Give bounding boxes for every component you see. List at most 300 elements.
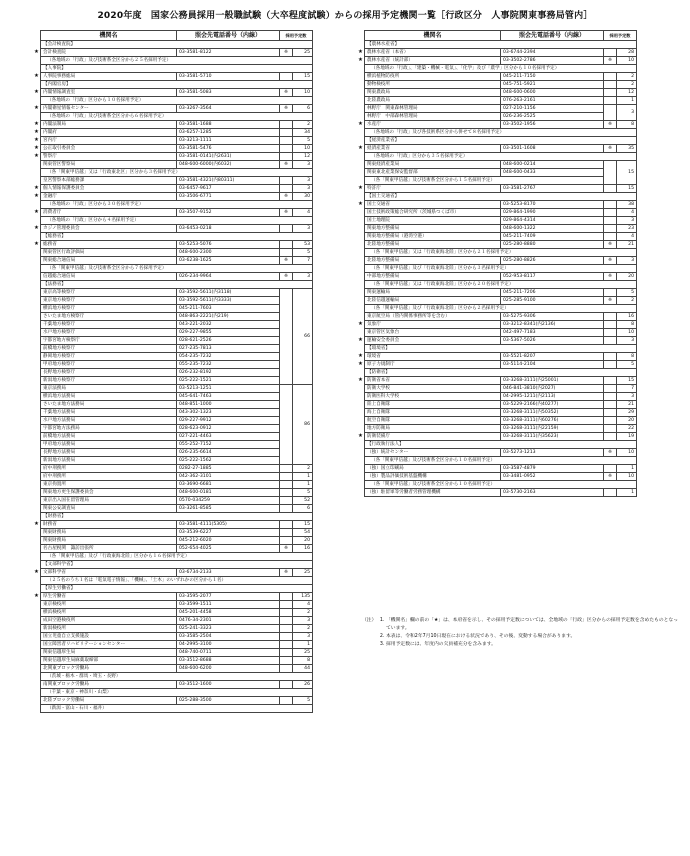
table-row — [41, 241, 313, 249]
planned-count: 52 — [293, 497, 313, 505]
agency-name: 北陸農政局 — [365, 97, 501, 105]
table-row — [365, 449, 637, 457]
phone-number: 03-3581-1688 — [177, 121, 280, 129]
phone-number: 03-6734-2133 — [177, 569, 280, 577]
note-text: （各「関東甲信越」及び技術系全区分から１５名採用予定） — [365, 177, 637, 185]
phone-number: 03-3268-3111(内22159) — [501, 425, 604, 433]
agency-name: 前橋地方法務局 — [41, 433, 177, 441]
planned-count: 30 — [293, 193, 313, 201]
agency-name: 横浜検疫所 — [41, 609, 177, 617]
planned-count: 4 — [293, 601, 313, 609]
agency-name: 関東信越厚生局麻薬取締部 — [41, 657, 177, 665]
table-row — [41, 161, 313, 169]
remark-mark — [280, 641, 293, 649]
section-header-row — [365, 137, 637, 145]
table-row — [41, 401, 313, 409]
phone-number: 028-621-2526 — [177, 337, 280, 345]
remark-mark — [280, 505, 293, 513]
table-row — [365, 201, 637, 209]
agency-name: さいたま地方検察庁 — [41, 313, 177, 321]
section-title: 【文部科学省】 — [41, 561, 313, 569]
note-text: （各「関東甲信越」及び技術系全区分から１０名採用予定） — [365, 481, 637, 489]
phone-number: 03-3585-2504 — [177, 633, 280, 641]
planned-count: 1 — [617, 97, 637, 105]
phone-number: 048-600-6200 — [177, 665, 280, 673]
phone-number: 03-3592-5611(内3333) — [177, 297, 280, 305]
planned-count: 44 — [293, 665, 313, 673]
agency-name: 皇宮警察本部総務課 — [41, 177, 177, 185]
agency-name: 関東地方更生保護委員会 — [41, 489, 177, 497]
planned-count: 5 — [293, 137, 313, 145]
agency-name: 動物検疫所 — [365, 81, 501, 89]
phone-number: 045-211-7206 — [501, 289, 604, 297]
remark-mark — [604, 289, 617, 297]
table-row — [41, 105, 313, 113]
phone-number: 03-3268-3111(内60276) — [501, 417, 604, 425]
table-row — [41, 633, 313, 641]
table-row — [41, 657, 313, 665]
remark-mark — [280, 137, 293, 145]
phone-number: 025-222-1521 — [177, 377, 280, 385]
remark-mark — [604, 225, 617, 233]
table-row — [41, 441, 313, 449]
agency-name: 国立障害者リハビリテーションセンター — [41, 641, 177, 649]
planned-count: 25 — [293, 569, 313, 577]
phone-number: 045-641-7463 — [177, 393, 280, 401]
note-row — [365, 129, 637, 137]
table-row — [41, 337, 313, 345]
remark-mark — [604, 417, 617, 425]
remark-mark — [280, 633, 293, 641]
planned-count: 4 — [293, 209, 313, 217]
agency-name: 防衛大学校 — [365, 385, 501, 393]
table-row — [41, 377, 313, 385]
table-row — [41, 193, 313, 201]
remark-mark — [604, 401, 617, 409]
phone-number: 03-5253-5076 — [177, 241, 280, 249]
header-plan: 採用予定数 — [604, 31, 637, 41]
section-title: 【法務省】 — [41, 281, 313, 289]
phone-number: 045-211-7150 — [501, 73, 604, 81]
star-head-office-icon: ★ — [34, 73, 39, 79]
table-row — [41, 393, 313, 401]
planned-count: 25 — [293, 49, 313, 57]
agency-name: 北関東ブロック労働局 — [41, 665, 177, 673]
agency-name: 水戸地方検察庁 — [41, 329, 177, 337]
planned-count: 10 — [293, 89, 313, 97]
phone-number: 03-5229-2166(内40277) — [501, 401, 604, 409]
star-head-office-icon: ★ — [358, 361, 363, 367]
phone-number: 03-3507-9152 — [177, 209, 280, 217]
planned-count: 6 — [293, 105, 313, 113]
planned-count: 5 — [293, 489, 313, 497]
planned-count: 3 — [293, 617, 313, 625]
planned-count: 54 — [293, 529, 313, 537]
phone-number: 045-211-7409 — [501, 233, 604, 241]
table-row — [41, 185, 313, 193]
star-head-office-icon: ★ — [358, 49, 363, 55]
table-row — [41, 449, 313, 457]
planned-count: 21 — [617, 401, 637, 409]
phone-number: 03-3599-1511 — [177, 601, 280, 609]
table-row — [365, 225, 637, 233]
agency-name: 新潟地方法務局 — [41, 457, 177, 465]
table-row — [365, 217, 637, 225]
note-row — [365, 457, 637, 465]
planned-count: 10 — [293, 145, 313, 153]
table-row — [365, 209, 637, 217]
remark-mark — [604, 89, 617, 97]
table-row — [365, 161, 637, 169]
planned-count: 3 — [617, 337, 637, 345]
header-plan: 採用予定数 — [280, 31, 313, 41]
section-title: 【会計検査院】 — [41, 41, 313, 49]
table-row — [41, 641, 313, 649]
note-row — [41, 57, 313, 65]
agency-name: ★ 農林水産省（本省） — [365, 49, 501, 57]
agency-name: 千葉地方検察庁 — [41, 321, 177, 329]
remark-mark: ※ — [280, 257, 293, 265]
table-row — [41, 489, 313, 497]
remark-mark — [280, 529, 293, 537]
remark-mark — [280, 617, 293, 625]
note-row — [365, 177, 637, 185]
section-header-row — [365, 345, 637, 353]
note-text: （千葉・東京・神奈川・山梨） — [41, 689, 313, 697]
phone-number: 048-740-0711 — [177, 649, 280, 657]
remark-mark — [604, 201, 617, 209]
table-row — [41, 665, 313, 673]
header-agency: 機関名 — [365, 31, 501, 41]
table-row — [41, 417, 313, 425]
remark-mark: ※ — [604, 241, 617, 249]
remark-mark — [280, 481, 293, 489]
table-row — [365, 473, 637, 481]
agency-name: ★ カジノ管理委員会 — [41, 225, 177, 233]
table-row — [41, 497, 313, 505]
table-row — [365, 409, 637, 417]
remark-mark — [280, 593, 293, 601]
planned-count: 20 — [293, 537, 313, 545]
star-head-office-icon: ★ — [34, 521, 39, 527]
note-row — [41, 265, 313, 273]
remark-mark — [604, 409, 617, 417]
remark-mark — [604, 217, 617, 225]
notes-label: （注） — [362, 618, 377, 623]
phone-number: 026-236-2525 — [501, 113, 604, 121]
phone-number: 03-5213-1251 — [177, 385, 280, 393]
phone-number: 03-3581-0141(内2631) — [177, 153, 280, 161]
agency-name: 東京出入国在留管理局 — [41, 497, 177, 505]
phone-number: 03-3213-1111 — [177, 137, 280, 145]
planned-count: 20 — [617, 273, 637, 281]
phone-number: 03-3512-8688 — [177, 657, 280, 665]
table-row — [365, 185, 637, 193]
phone-number: 03-3592-5611(内3118) — [177, 289, 280, 297]
star-head-office-icon: ★ — [358, 57, 363, 63]
table-row — [365, 121, 637, 129]
agency-name: 中部地方整備局 — [365, 273, 501, 281]
agency-name: ★ 内閣衛星情報センター — [41, 105, 177, 113]
phone-number: 042-497-7183 — [501, 329, 604, 337]
planned-count: 3 — [293, 225, 313, 233]
remark-mark — [604, 233, 617, 241]
phone-number: 03-6453-0218 — [177, 225, 280, 233]
phone-number: 029-227-9912 — [177, 417, 280, 425]
agency-name: 林野庁 関東森林管理局 — [365, 105, 501, 113]
agency-name: ★ 原子力規制庁 — [365, 361, 501, 369]
phone-number: 046-841-3810(内2027) — [501, 385, 604, 393]
star-head-office-icon: ★ — [34, 569, 39, 575]
table-row — [365, 417, 637, 425]
phone-number: 03-3581-8122 — [177, 49, 280, 57]
phone-number: 03-6457-9617 — [177, 185, 280, 193]
phone-number: 03-5730-2163 — [501, 489, 604, 497]
remark-mark: ※ — [280, 161, 293, 169]
phone-number: 03-3581-4111(5305) — [177, 521, 280, 529]
planned-count: 5 — [617, 361, 637, 369]
star-head-office-icon: ★ — [34, 209, 39, 215]
agency-name: 国土地理院 — [365, 217, 501, 225]
table-row — [365, 361, 637, 369]
agency-name: ★ 公正取引委員会 — [41, 145, 177, 153]
note-text: （各「関東甲信越」及び技術系全区分から７名採用予定） — [41, 265, 313, 273]
phone-number: 025-222-1562 — [177, 457, 280, 465]
agency-name: 東京拘置所 — [41, 481, 177, 489]
remark-mark — [280, 177, 293, 185]
remark-mark: ※ — [280, 209, 293, 217]
phone-number: 03-5253-8170 — [501, 201, 604, 209]
planned-count: 6 — [293, 505, 313, 513]
agency-name: ★ 経済産業省 — [365, 145, 501, 153]
agency-name: 陸上自衛隊 — [365, 401, 501, 409]
phone-number: 03-6744-2394 — [501, 49, 604, 57]
right-agency-table — [358, 30, 637, 497]
star-head-office-icon: ★ — [34, 89, 39, 95]
table-row — [41, 505, 313, 513]
agency-name: ★ 特許庁 — [365, 185, 501, 193]
section-header-row — [41, 561, 313, 569]
phone-number: 03-5367-5026 — [501, 337, 604, 345]
agency-name: 関東管区行政評価局 — [41, 249, 177, 257]
remark-mark: ※ — [604, 121, 617, 129]
agency-name: 北陸信越運輸局 — [365, 297, 501, 305]
remark-mark — [280, 625, 293, 633]
remark-mark — [604, 313, 617, 321]
agency-name: 防衛医科大学校 — [365, 393, 501, 401]
agency-name: ★ 国土交通省 — [365, 201, 501, 209]
note-row — [41, 553, 313, 561]
planned-count: 3 — [293, 177, 313, 185]
planned-count: 5 — [293, 249, 313, 257]
phone-number: 025-280-8880 — [501, 241, 604, 249]
agency-name: 名古屋税関 諏訪出張所 — [41, 545, 177, 553]
table-row — [365, 465, 637, 473]
table-row — [41, 697, 313, 705]
planned-count: 3 — [293, 161, 313, 169]
agency-name: ★ 宮内庁 — [41, 137, 177, 145]
table-row — [365, 313, 637, 321]
remark-mark: ※ — [280, 105, 293, 113]
note-row — [41, 201, 313, 209]
agency-name: ★ 厚生労働省 — [41, 593, 177, 601]
star-head-office-icon: ★ — [358, 337, 363, 343]
agency-name: 甲府地方法務局 — [41, 441, 177, 449]
table-row — [41, 137, 313, 145]
note-row — [365, 65, 637, 73]
table-row — [41, 529, 313, 537]
note-row — [41, 577, 313, 585]
phone-number: 03-3690-6681 — [177, 481, 280, 489]
phone-number: 0476-34-2301 — [177, 617, 280, 625]
phone-number: 03-3212-8341(内2136) — [501, 321, 604, 329]
agency-name: ★ 人事院事務総局 — [41, 73, 177, 81]
phone-number: 055-252-7152 — [177, 441, 280, 449]
agency-name: 府中刑務所 — [41, 465, 177, 473]
table-row — [365, 105, 637, 113]
phone-number: 03-3502-1956 — [501, 121, 604, 129]
section-header-row — [365, 369, 637, 377]
remark-mark — [280, 129, 293, 137]
notes — [362, 617, 682, 649]
phone-number: 043-221-2032 — [177, 321, 280, 329]
note-text: （各「関東甲信越」及び「行政東海北陸」区分から１６名採用予定） — [41, 553, 313, 561]
remark-mark — [280, 241, 293, 249]
star-head-office-icon: ★ — [34, 241, 39, 247]
section-header-row — [41, 233, 313, 241]
remark-mark: ※ — [280, 49, 293, 57]
remark-mark — [280, 601, 293, 609]
phone-number: 028-623-0912 — [177, 425, 280, 433]
planned-count: 29 — [617, 409, 637, 417]
planned-count: 15 — [617, 377, 637, 385]
remark-mark — [604, 489, 617, 497]
phone-number: 03-3581-4321(内80311) — [177, 177, 280, 185]
remark-mark — [604, 321, 617, 329]
table-row — [41, 225, 313, 233]
table-row — [41, 313, 313, 321]
phone-number: 026-235-6614 — [177, 449, 280, 457]
table-row — [41, 473, 313, 481]
phone-number: 03-3268-3111(内35623) — [501, 433, 604, 441]
agency-name: （独）国立印刷局 — [365, 465, 501, 473]
agency-name: 千葉地方法務局 — [41, 409, 177, 417]
planned-count: 3 — [617, 257, 637, 265]
agency-name: 成田空港検疫所 — [41, 617, 177, 625]
phone-number: 03-3506-6771 — [177, 193, 280, 201]
section-title: 【財務省】 — [41, 513, 313, 521]
note-row — [365, 153, 637, 161]
planned-count: 7 — [293, 257, 313, 265]
phone-number: 052-654-4025 — [177, 545, 280, 553]
remark-mark — [604, 385, 617, 393]
planned-count: 3 — [293, 185, 313, 193]
planned-count: 3 — [617, 105, 637, 121]
section-header-row — [41, 585, 313, 593]
section-title: 【総務省】 — [41, 233, 313, 241]
agency-name: ★ 内閣府 — [41, 129, 177, 137]
table-row — [365, 233, 637, 241]
agency-name: 林野庁 中部森林管理局 — [365, 113, 501, 121]
phone-number: 025-285-9100 — [501, 297, 604, 305]
note-text: （各地域の「行政」及び技術系全区分から６名採用予定） — [41, 113, 313, 121]
table-row — [41, 569, 313, 577]
phone-number: 076-263-2161 — [501, 97, 604, 105]
phone-number: 03-6238-1625 — [177, 257, 280, 265]
planned-count: 35 — [617, 145, 637, 153]
star-head-office-icon: ★ — [358, 321, 363, 327]
table-row — [41, 593, 313, 601]
section-header-row — [365, 193, 637, 201]
table-row — [365, 113, 637, 121]
planned-count: 1 — [293, 481, 313, 489]
table-row — [41, 521, 313, 529]
table-row — [41, 601, 313, 609]
agency-name: ★ 内閣情報調査室 — [41, 89, 177, 97]
remark-mark — [280, 121, 293, 129]
agency-name: 横浜地方検察庁 — [41, 305, 177, 313]
star-head-office-icon: ★ — [34, 193, 39, 199]
note-text: （茨城・栃木・群馬・埼玉・長野） — [41, 673, 313, 681]
agency-name: 宇都宮地方検察庁 — [41, 337, 177, 345]
table-row — [41, 345, 313, 353]
section-title: 【行政執行法人】 — [365, 441, 637, 449]
planned-count: 2 — [293, 609, 313, 617]
planned-count: 19 — [617, 433, 637, 441]
table-row — [365, 337, 637, 345]
agency-name: ★ 内閣法制局 — [41, 121, 177, 129]
note-text: （各地域の「行政」区分から４名採用予定） — [41, 217, 313, 225]
phone-number: 0282-27-1885 — [177, 465, 280, 473]
phone-number: 03-3581-2767 — [501, 185, 604, 193]
note-text: （各「関東甲信越」又は「行政東北区」区分から３名採用予定） — [41, 169, 313, 177]
remark-mark — [280, 497, 293, 505]
agency-name: 北陸地方整備局 — [365, 241, 501, 249]
phone-number: 03-5114-2104 — [501, 361, 604, 369]
table-row — [41, 177, 313, 185]
phone-number: 045-201-4458 — [177, 609, 280, 617]
planned-count: 16 — [617, 313, 637, 321]
table-row — [41, 257, 313, 265]
star-head-office-icon: ★ — [34, 145, 39, 151]
remark-mark — [604, 329, 617, 337]
agency-name: （独）統計センター — [365, 449, 501, 457]
phone-number: 029-227-9855 — [177, 329, 280, 337]
remark-mark: ※ — [604, 449, 617, 457]
phone-number: 042-362-3101 — [177, 473, 280, 481]
phone-number: 03-3581-5476 — [177, 145, 280, 153]
table-row — [41, 353, 313, 361]
agency-name: ★ 農林水産省（統計部） — [365, 57, 501, 65]
remark-mark — [604, 185, 617, 193]
phone-number: 027-210-1156 — [501, 105, 604, 113]
table-row — [41, 89, 313, 97]
agency-name: ★ 個人情報保護委員会 — [41, 185, 177, 193]
agency-name: 新潟検疫所 — [41, 625, 177, 633]
note-text: （各「関東甲信越」又は「行政東海北陸」区分から２１名採用予定） — [365, 249, 637, 257]
remark-mark: ※ — [280, 89, 293, 97]
star-head-office-icon: ★ — [358, 121, 363, 127]
agency-name: 信越総合通信局 — [41, 273, 177, 281]
remark-mark — [280, 289, 293, 385]
planned-count: 3 — [293, 633, 313, 641]
planned-count: 66 — [293, 289, 313, 385]
phone-number: 03-3261-8585 — [177, 505, 280, 513]
agency-name: 航空自衛隊 — [365, 417, 501, 425]
agency-name: 南関東ブロック労働局 — [41, 681, 177, 689]
agency-name: 関東財務局 — [41, 529, 177, 537]
planned-count: 3 — [617, 217, 637, 225]
